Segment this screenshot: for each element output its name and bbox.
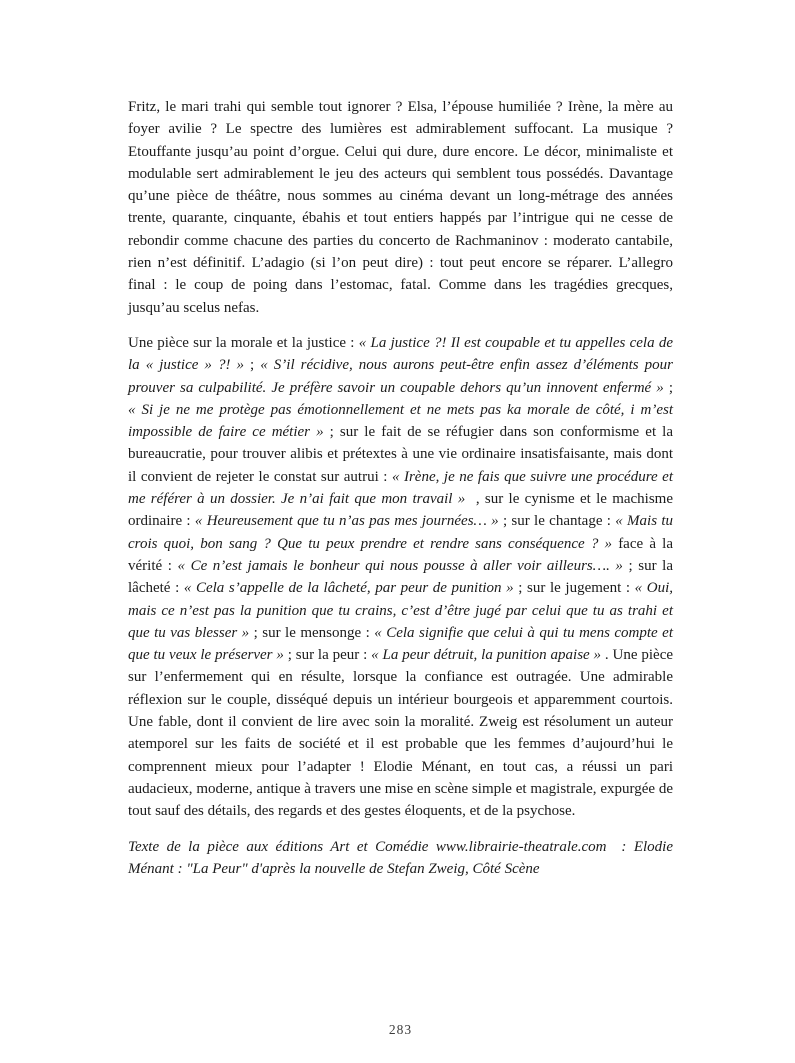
quote-run: « La justice ?! Il est coupable et tu appelles cela de la « justice » ?! » — [128, 334, 673, 374]
quote-run: « Cela signifie que celui à qui tu mens compte et que tu veux le préserver » — [128, 624, 673, 664]
text-run: Fritz, le mari trahi qui semble tout ignorer ? Elsa, l’épouse humiliée ? Irène, la mère au foyer avilie ? Le spectre des lumières est admirablement suffocant. La musique ? Etouffante jusqu’au point d’orgue. Celui qui dure, dure encore. Le décor, minimaliste et modulable sert admirablement le jeu des acteurs qui semblent tous possédés. Davantage qu’une pièce de théâtre, nous sommes au cinéma devant un long-métrage des années trente, quarante, cinquante, ébahis et tout entiers happés par l’intrigue qui ne cesse de rebondir comme chacune des parties du concerto de Rachmaninov : moderato cantabile, rien n’est définitif. L’adagio (si l’on peut dire) : tout peut encore se réparer. L’allegro final : le coup de poing dans l’estomac, fatal. Comme dans les tragédies grecques, jusqu’au scelus nefas. — [128, 99, 673, 316]
text-run: ; sur la peur : — [283, 647, 372, 664]
paragraph-credit — [128, 836, 673, 881]
quote-run: « Cela s’appelle de la lâcheté, par peur de punition » — [183, 580, 514, 597]
text-run: ; sur le mensonge : — [249, 624, 375, 641]
paragraph-intro — [128, 96, 673, 319]
credit-run: Texte de la pièce aux éditions Art et Comédie www.librairie-theatrale.com : Elodie Ménant : "La Peur" d'après la nouvelle de Stefan Zweig, Côté Scène — [128, 838, 673, 877]
quote-run: « Heureusement que tu n’as pas mes journées… » — [194, 513, 499, 530]
text-column — [128, 96, 673, 880]
paragraph-analysis — [128, 332, 673, 823]
quote-run: « Si je ne me protège pas émotionnellement et ne mets pas ka morale de côté, i m’est impossible de faire ce métier » — [128, 401, 673, 441]
quote-run: « Ce n’est jamais le bonheur qui nous pousse à aller voir ailleurs…. » — [177, 557, 623, 574]
text-run: ; sur la lâcheté : — [128, 557, 673, 597]
quote-run: « Irène, je ne fais que suivre une procédure et me référer à un dossier. Je n’ai fait que mon travail » — [128, 468, 673, 508]
quote-run: « La peur détruit, la punition apaise » — [371, 647, 602, 664]
page-number: 283 — [388, 1022, 413, 1037]
quote-run: « S’il récidive, nous aurons peut-être enfin assez d’éléments pour prouver sa culpabilité. Je préfère savoir un coupable dehors qu’un innovent enfermé » — [128, 357, 673, 396]
quote-run: « Oui, mais ce n’est pas la punition que tu crains, c’est d’être jugé par celui que tu as trahi et que tu vas blesser » — [128, 580, 674, 641]
text-run: , sur le cynisme et le machisme ordinaire : — [128, 491, 674, 530]
text-run: ; — [663, 379, 673, 396]
text-run: Une pièce sur la morale et la justice : — [128, 334, 359, 351]
quote-run: « Mais tu crois quoi, bon sang ? Que tu peux prendre et rendre sans conséquence ? » — [128, 513, 673, 552]
text-run: ; sur le jugement : — [513, 580, 635, 597]
text-run: face à la vérité : — [128, 535, 673, 574]
text-run: ; — [244, 357, 261, 374]
text-run: ; sur le chantage : — [498, 513, 616, 530]
text-run: ; sur le fait de se réfugier dans son conformisme et la bureaucratie, pour trouver alibis et prétextes à une vie ordinaire insatisfaisante, mais dont il convient de rejeter le constat sur autrui : — [128, 424, 674, 485]
text-run: . Une pièce sur l’enfermement qui en résulte, lorsque la confiance est outragée. Une admirable réflexion sur le couple, disséqué depuis un intérieur bourgeois et apparemment courtois. Une fable, dont il convient de lire avec soin la moralité. Zweig est résolument un auteur atemporel sur les faits de société et il est probable que les femmes d’aujourd’hui le comprennent mieux pour l’adapter ! Elodie Ménant, en tout cas, a réussi un pari audacieux, moderne, antique à travers une mise en scène simple et magistrale, expurgée de tout sauf des détails, des regards et des gestes éloquents, et de la psychose. — [128, 647, 674, 820]
